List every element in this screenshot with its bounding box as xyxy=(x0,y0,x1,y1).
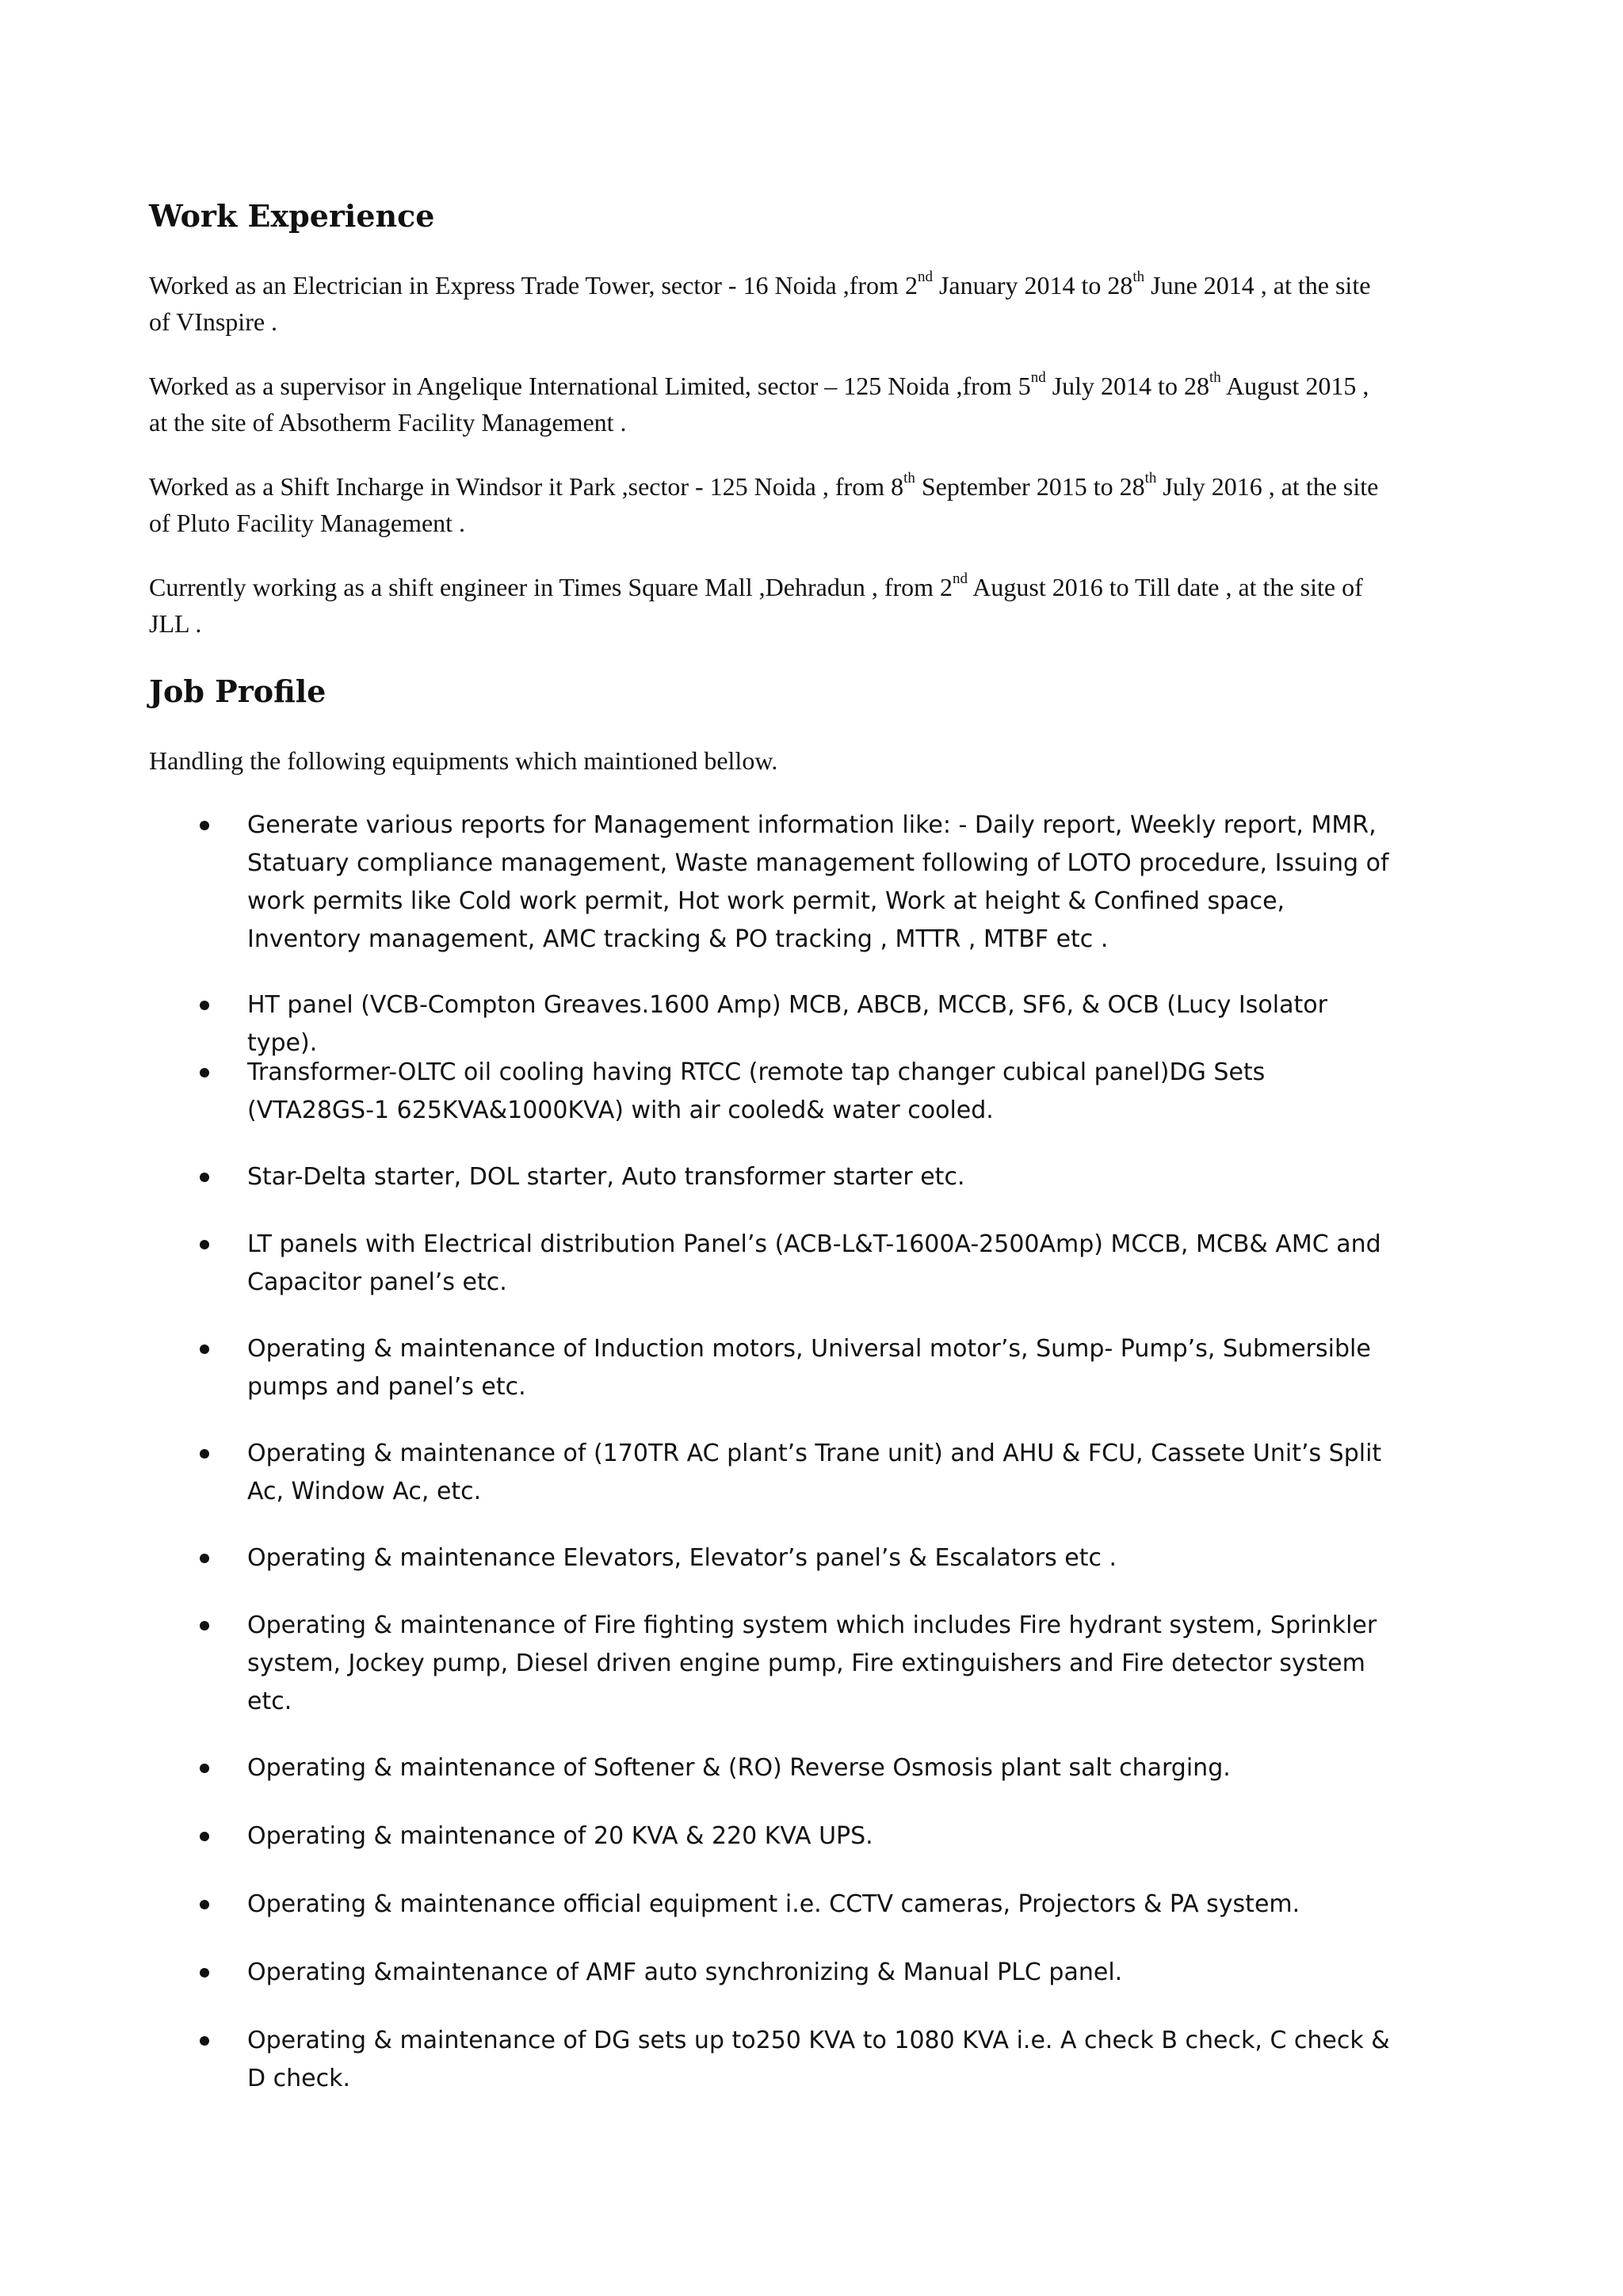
bullet-icon xyxy=(200,1344,209,1354)
bullet-icon xyxy=(200,1173,209,1182)
work-entry-1: Worked as an Electrician in Express Trade Tower, sector - 16 Noida ,from 2nd January 2014 to 28th June 2014 , at the site of VInspire . xyxy=(149,268,1371,336)
bullet-icon xyxy=(200,1449,209,1459)
bullet-icon xyxy=(200,1554,209,1563)
bullet-icon xyxy=(200,1900,209,1909)
list-item: HT panel (VCB-Compton Greaves.1600 Amp) MCB, ABCB, MCCB, SF6, & OCB (Lucy Isolator type). xyxy=(247,986,1396,1062)
list-item: Operating &maintenance of AMF auto synchronizing & Manual PLC panel. xyxy=(247,1954,1396,1992)
list-item: Operating & maintenance of Fire fighting system which includes Fire hydrant system, Sprinkler system, Jockey pump, Diesel driven engine pump, Fire extinguishers and Fire detector system etc. xyxy=(247,1607,1396,1721)
bullet-icon xyxy=(200,1621,209,1630)
list-item: Transformer-OLTC oil cooling having RTCC (remote tap changer cubical panel)DG Sets (VTA28GS-1 625KVA&1000KVA) with air cooled& water cooled. xyxy=(247,1054,1396,1130)
work-entry-2: Worked as a supervisor in Angelique International Limited, sector – 125 Noida ,from 5nd July 2014 to 28th August 2015 , at the site of Absotherm Facility Management . xyxy=(149,368,1369,437)
list-item: Operating & maintenance of Induction motors, Universal motor’s, Sump- Pump’s, Submersible pumps and panel’s etc. xyxy=(247,1330,1396,1406)
list-item: LT panels with Electrical distribution Panel’s (ACB-L&T-1600A-2500Amp) MCCB, MCB& AMC and Capacitor panel’s etc. xyxy=(247,1226,1396,1302)
list-item: Generate various reports for Management information like: - Daily report, Weekly report, MMR, Statuary compliance management, Waste management following of LOTO procedure, Issuing of work permits like Cold work permit, Hot work permit, Work at height & Confined space, Inventory management, AMC tracking & PO tracking , MTTR , MTBF etc . xyxy=(247,807,1396,959)
list-item: Operating & maintenance official equipment i.e. CCTV cameras, Projectors & PA system. xyxy=(247,1886,1396,1924)
bullet-icon xyxy=(200,1240,209,1249)
bullet-icon xyxy=(200,1068,209,1077)
list-item: Operating & maintenance of DG sets up to250 KVA to 1080 KVA i.e. A check B check, C check & D check. xyxy=(247,2022,1396,2098)
job-profile-intro: Handling the following equipments which maintioned bellow. xyxy=(149,746,778,775)
work-experience-heading: Work Experience xyxy=(149,198,435,234)
list-item: Operating & maintenance of 20 KVA & 220 KVA UPS. xyxy=(247,1817,1396,1855)
list-item: Operating & maintenance of (170TR AC plant’s Trane unit) and AHU & FCU, Cassete Unit’s Split Ac, Window Ac, etc. xyxy=(247,1435,1396,1511)
bullet-icon xyxy=(200,1001,209,1010)
bullet-icon xyxy=(200,1968,209,1978)
work-entry-3: Worked as a Shift Incharge in Windsor it Park ,sector - 125 Noida , from 8th September 2015 to 28th July 2016 , at the site of Pluto Facility Management . xyxy=(149,469,1379,537)
list-item: Operating & maintenance Elevators, Elevator’s panel’s & Escalators etc . xyxy=(247,1539,1396,1577)
bullet-icon xyxy=(200,821,209,830)
bullet-icon xyxy=(200,1764,209,1773)
job-profile-heading: Job Profile xyxy=(149,673,327,709)
bullet-icon xyxy=(200,2036,209,2046)
bullet-icon xyxy=(200,1832,209,1841)
list-item: Star-Delta starter, DOL starter, Auto transformer starter etc. xyxy=(247,1158,1396,1196)
list-item: Operating & maintenance of Softener & (RO) Reverse Osmosis plant salt charging. xyxy=(247,1749,1396,1787)
work-entry-4: Currently working as a shift engineer in Times Square Mall ,Dehradun , from 2nd August 2016 to Till date , at the site of JLL . xyxy=(149,570,1363,638)
